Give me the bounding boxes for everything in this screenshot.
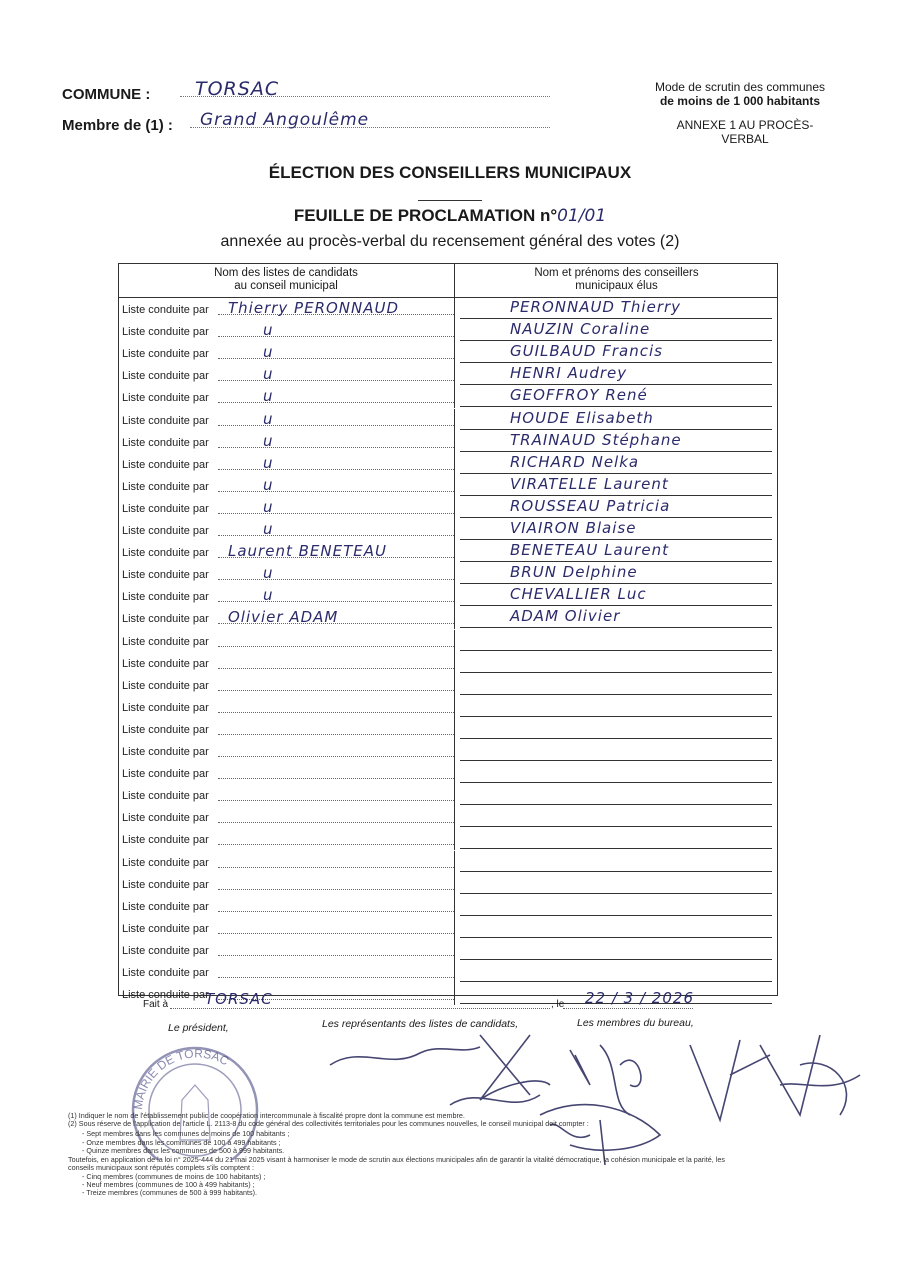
header-listes-line-1: Nom des listes de candidats: [214, 267, 358, 279]
feuille-title: [0, 206, 900, 226]
row-dotted-line: [218, 535, 454, 536]
column-divider: [454, 519, 455, 541]
row-rule: [460, 605, 772, 606]
table-row: [118, 298, 778, 320]
elected-councillor: HOUDE Elisabeth: [510, 408, 654, 427]
row-label: Liste conduite par: [122, 812, 209, 825]
row-label: Liste conduite par: [122, 657, 209, 670]
row-rule: [460, 871, 772, 872]
column-divider: [454, 828, 455, 850]
row-dotted-line: [218, 402, 454, 403]
header-listes-line-2: au conseil municipal: [234, 280, 338, 292]
row-dotted-line: [218, 358, 454, 359]
row-label: Liste conduite par: [122, 613, 209, 626]
table-row: [118, 806, 778, 828]
column-divider: [454, 917, 455, 939]
row-label: Liste conduite par: [122, 392, 209, 405]
elected-councillor: VIRATELLE Laurent: [510, 474, 669, 493]
footnote-line: conseils municipaux sont réputés complets s'ils comptent :: [68, 1163, 254, 1172]
row-dotted-line: [218, 380, 454, 381]
footnote-line: Toutefois, en application de la loi n° 2025-444 du 21 mai 2025 visant à harmoniser le mode de scrutin aux élections municipales afin de garantir la vitalité démocratique, la cohésion municipale et la parité, les: [68, 1155, 725, 1164]
column-divider: [454, 939, 455, 961]
footnote-line: - Cinq membres (communes de moins de 100 habitants) ;: [82, 1172, 266, 1181]
row-label: Liste conduite par: [122, 723, 209, 736]
row-rule: [460, 561, 772, 562]
column-divider: [454, 364, 455, 386]
row-dotted-line: [218, 800, 454, 801]
table-row: [118, 364, 778, 386]
elected-councillor: CHEVALLIER Luc: [510, 585, 647, 604]
mode-line-2: de moins de 1 000 habitants: [659, 94, 821, 108]
header-elus-line-1: Nom et prénoms des conseillers: [534, 267, 699, 279]
elected-councillor: BENETEAU Laurent: [510, 541, 669, 560]
membres-bureau-label: Les membres du bureau,: [577, 1017, 694, 1029]
column-divider: [454, 475, 455, 497]
row-dotted-line: [218, 690, 454, 691]
row-rule: [460, 627, 772, 628]
column-divider: [454, 873, 455, 895]
row-rule: [460, 495, 772, 496]
row-label: Liste conduite par: [122, 701, 209, 714]
row-rule: [460, 539, 772, 540]
row-rule: [460, 959, 772, 960]
fait-line: [170, 1008, 550, 1009]
candidate-list-leader: u: [263, 586, 274, 605]
table-row: [118, 762, 778, 784]
row-dotted-line: [218, 336, 454, 337]
row-rule: [460, 318, 772, 319]
membre-value: Grand Angoulême: [200, 110, 370, 130]
column-divider: [454, 895, 455, 917]
column-divider: [454, 298, 455, 320]
table-row: [118, 541, 778, 563]
header-elus-line-2: municipaux élus: [575, 280, 658, 292]
title-divider: [418, 200, 482, 201]
table-row: [118, 453, 778, 475]
row-label: Liste conduite par: [122, 525, 209, 537]
candidate-list-leader: u: [263, 453, 274, 472]
column-divider: [454, 983, 455, 1005]
row-dotted-line: [218, 889, 454, 890]
row-rule: [460, 760, 772, 761]
column-divider: [454, 409, 455, 431]
svg-text:MAIRIE DE TORSAC: MAIRIE DE TORSAC: [130, 1046, 232, 1111]
page-subtitle: annexée au procès-verbal du recensement général des votes (2): [220, 233, 680, 250]
row-dotted-line: [218, 778, 454, 779]
table-row: [118, 961, 778, 983]
table-row: [118, 630, 778, 652]
membre-label: Membre de (1) :: [62, 117, 173, 134]
row-rule: [460, 362, 772, 363]
footnote-line: - Sept membres dans les communes de moins de 100 habitants ;: [82, 1129, 290, 1138]
elected-councillor: ADAM Olivier: [510, 607, 621, 626]
row-rule: [460, 893, 772, 894]
row-dotted-line: [218, 491, 454, 492]
elected-councillor: GEOFFROY René: [510, 386, 648, 405]
row-rule: [460, 429, 772, 430]
row-label: Liste conduite par: [122, 591, 209, 604]
row-label: Liste conduite par: [122, 480, 209, 493]
row-dotted-line: [218, 712, 454, 713]
row-rule: [460, 915, 772, 916]
row-dotted-line: [218, 867, 454, 868]
column-divider: [454, 696, 455, 718]
table-header-listes: [118, 263, 455, 298]
table-row: [118, 497, 778, 519]
row-label: Liste conduite par: [122, 746, 209, 758]
row-label: Liste conduite par: [122, 989, 209, 1002]
column-divider: [454, 497, 455, 519]
candidate-list-leader: u: [263, 343, 274, 362]
commune-label: COMMUNE :: [62, 86, 151, 103]
row-rule: [460, 340, 772, 341]
row-rule: [460, 650, 772, 651]
table-row: [118, 784, 778, 806]
footnote-line: - Neuf membres (communes de 100 à 499 habitants) ;: [82, 1180, 255, 1189]
footnote-line: - Treize membres (communes de 500 à 999 habitants).: [82, 1188, 257, 1197]
candidate-list-leader: u: [263, 409, 274, 428]
president-label: Le président,: [168, 1022, 229, 1034]
row-label: Liste conduite par: [122, 326, 209, 339]
table-row: [118, 674, 778, 696]
row-label: Liste conduite par: [122, 458, 209, 471]
table-row: [118, 740, 778, 762]
fait-date: 22 / 3 / 2026: [585, 989, 694, 1007]
row-dotted-line: [218, 955, 454, 956]
column-divider: [454, 541, 455, 563]
row-label: Liste conduite par: [122, 834, 209, 847]
elected-councillor: GUILBAUD Francis: [510, 342, 663, 361]
candidate-list-leader: Laurent BENETEAU: [228, 542, 387, 561]
row-label: Liste conduite par: [122, 679, 209, 692]
feuille-label: FEUILLE DE PROCLAMATION n°: [293, 206, 558, 225]
table-row: [118, 342, 778, 364]
column-divider: [454, 762, 455, 784]
row-dotted-line: [218, 933, 454, 934]
candidate-list-leader: u: [263, 365, 274, 384]
column-divider: [454, 806, 455, 828]
row-label: Liste conduite par: [122, 635, 209, 648]
row-label: Liste conduite par: [122, 922, 209, 935]
column-divider: [454, 674, 455, 696]
elected-councillor: VIAIRON Blaise: [510, 519, 637, 537]
column-divider: [454, 740, 455, 762]
annexe-line-1: ANNEXE 1 AU PROCÈS-: [676, 118, 814, 132]
table-row: [118, 431, 778, 453]
row-dotted-line: [218, 844, 454, 845]
footnote-line: - Quinze membres dans les communes de 500 à 999 habitants.: [82, 1146, 285, 1155]
scrutin-mode-note: [640, 80, 840, 108]
candidate-list-leader: u: [263, 431, 274, 450]
row-label: Liste conduite par: [122, 436, 209, 449]
elected-councillor: NAUZIN Coraline: [510, 320, 651, 339]
feuille-number: 01/01: [557, 206, 607, 226]
candidate-list-leader: Olivier ADAM: [228, 608, 339, 627]
column-divider: [454, 607, 455, 629]
row-label: Liste conduite par: [122, 348, 209, 361]
row-dotted-line: [218, 734, 454, 735]
row-dotted-line: [218, 513, 454, 514]
column-divider: [454, 431, 455, 453]
table-row: [118, 873, 778, 895]
column-divider: [454, 320, 455, 342]
row-dotted-line: [218, 977, 454, 978]
candidate-list-leader: u: [263, 475, 274, 494]
row-label: Liste conduite par: [122, 856, 209, 869]
elected-councillor: PERONNAUD Thierry: [510, 298, 682, 316]
table-row: [118, 475, 778, 497]
annexe-note: [660, 118, 830, 146]
row-dotted-line: [218, 756, 454, 757]
table-header-elus: [455, 263, 778, 298]
elected-councillor: HENRI Audrey: [510, 364, 628, 383]
row-rule: [460, 782, 772, 783]
row-label: Liste conduite par: [122, 768, 209, 781]
page-title: ÉLECTION DES CONSEILLERS MUNICIPAUX: [268, 163, 632, 182]
row-label: Liste conduite par: [122, 790, 209, 803]
elected-councillor: RICHARD Nelka: [510, 452, 640, 471]
column-divider: [454, 630, 455, 652]
row-rule: [460, 937, 772, 938]
table-row: [118, 718, 778, 740]
table-row: [118, 851, 778, 873]
row-label: Liste conduite par: [122, 304, 209, 316]
fait-place: TORSAC: [205, 990, 273, 1008]
table-row: [118, 563, 778, 585]
row-rule: [460, 672, 772, 673]
row-dotted-line: [218, 822, 454, 823]
commune-value: TORSAC: [195, 78, 280, 100]
footnote-line: (2) Sous réserve de l'application de l'article L. 2113-8 du code général des collectivités territoriales pour les communes nouvelles, le conseil municipal doit compter :: [68, 1119, 589, 1128]
table-row: [118, 386, 778, 408]
candidate-list-leader: u: [263, 564, 274, 583]
le-label: , le: [551, 999, 565, 1010]
column-divider: [454, 961, 455, 983]
le-line: [563, 1008, 693, 1009]
row-label: Liste conduite par: [122, 569, 209, 582]
row-rule: [460, 826, 772, 827]
row-rule: [460, 473, 772, 474]
elected-councillor: TRAINAUD Stéphane: [510, 430, 682, 449]
row-rule: [460, 384, 772, 385]
annexe-line-2: VERBAL: [721, 132, 769, 146]
column-divider: [454, 718, 455, 740]
row-rule: [460, 406, 772, 407]
candidate-list-leader: u: [263, 387, 274, 406]
row-label: Liste conduite par: [122, 967, 209, 979]
row-label: Liste conduite par: [122, 878, 209, 891]
row-dotted-line: [218, 447, 454, 448]
representants-label: Les représentants des listes de candidats,: [322, 1018, 519, 1030]
mode-line-1: Mode de scrutin des communes: [654, 80, 826, 94]
row-rule: [460, 804, 772, 805]
column-divider: [454, 851, 455, 873]
candidate-list-leader: u: [263, 520, 274, 538]
candidate-list-leader: Thierry PERONNAUD: [228, 299, 400, 317]
table-row: [118, 939, 778, 961]
table-row: [118, 585, 778, 607]
row-label: Liste conduite par: [122, 900, 209, 913]
fait-label: Fait à: [143, 999, 169, 1010]
row-dotted-line: [218, 646, 454, 647]
candidate-list-leader: u: [263, 497, 274, 516]
elected-councillor: ROUSSEAU Patricia: [510, 496, 671, 515]
column-divider: [454, 784, 455, 806]
row-label: Liste conduite par: [122, 502, 209, 515]
row-label: Liste conduite par: [122, 547, 209, 560]
column-divider: [454, 585, 455, 607]
row-rule: [460, 981, 772, 982]
column-divider: [454, 453, 455, 475]
row-rule: [460, 848, 772, 849]
row-label: Liste conduite par: [122, 414, 209, 427]
row-rule: [460, 694, 772, 695]
row-rule: [460, 583, 772, 584]
table-row: [118, 519, 778, 541]
row-dotted-line: [218, 601, 454, 602]
table-row: [118, 409, 778, 431]
row-rule: [460, 451, 772, 452]
column-divider: [454, 342, 455, 364]
table-row: [118, 652, 778, 674]
table-row: [118, 607, 778, 629]
row-rule: [460, 517, 772, 518]
row-label: Liste conduite par: [122, 944, 209, 957]
elected-councillor: BRUN Delphine: [510, 563, 638, 582]
row-dotted-line: [218, 579, 454, 580]
row-dotted-line: [218, 668, 454, 669]
column-divider: [454, 652, 455, 674]
column-divider: [454, 563, 455, 585]
table-row: [118, 696, 778, 718]
row-dotted-line: [218, 425, 454, 426]
table-row: [118, 895, 778, 917]
candidate-list-leader: u: [263, 321, 274, 340]
footnote-line: (1) Indiquer le nom de l'établissement public de coopération intercommunale à fiscalité propre dont la commune est membre.: [68, 1111, 465, 1120]
table-row: [118, 917, 778, 939]
table-row: [118, 320, 778, 342]
row-dotted-line: [218, 469, 454, 470]
signatures-scribbles: [300, 1025, 880, 1175]
column-divider: [454, 386, 455, 408]
row-dotted-line: [218, 911, 454, 912]
footnote-line: - Onze membres dans les communes de 100 à 499 habitants ;: [82, 1138, 281, 1147]
row-rule: [460, 738, 772, 739]
table-row: [118, 828, 778, 850]
row-label: Liste conduite par: [122, 370, 209, 383]
row-rule: [460, 716, 772, 717]
